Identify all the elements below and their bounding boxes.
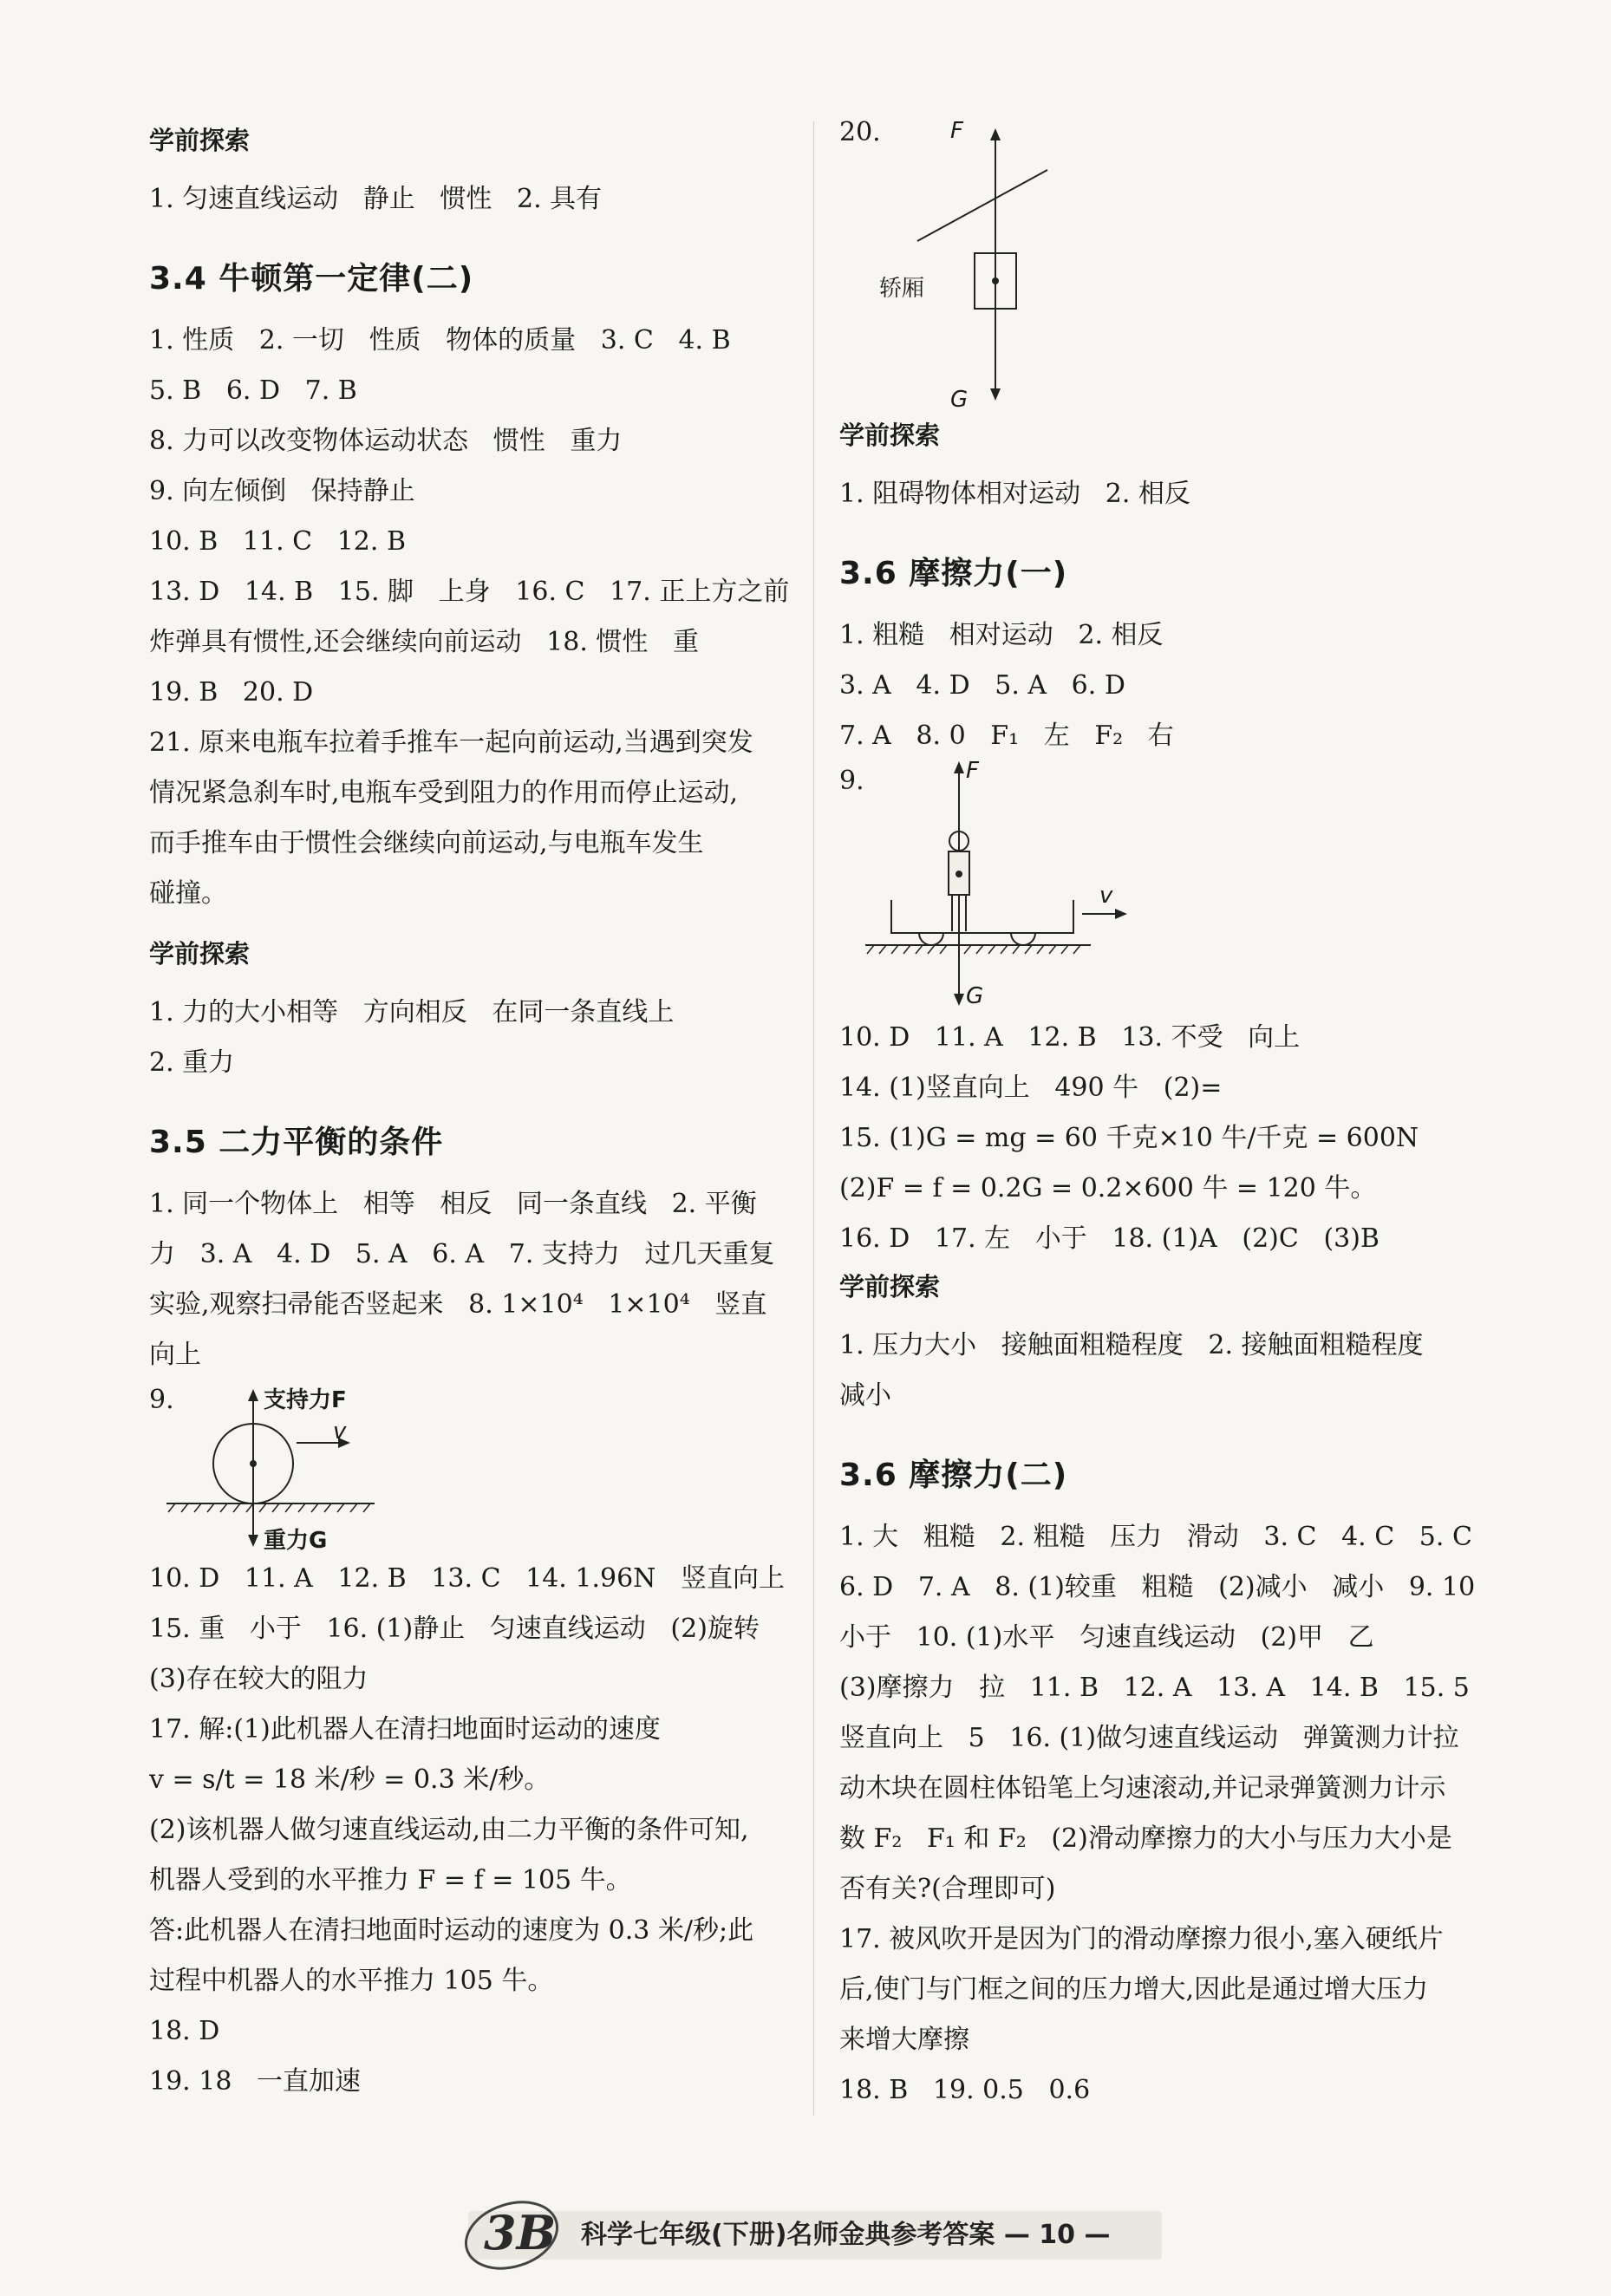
section-title-3-4: 3.4 牛顿第一定律(二) (149, 261, 474, 297)
answer-line: 1. 匀速直线运动 静止 惯性 2. 具有 (149, 184, 603, 214)
pre-study-heading: 学前探索 (149, 126, 251, 155)
tension-label: F (950, 118, 963, 144)
answer-line: 2. 重力 (149, 1047, 235, 1078)
answer-line: 1. 压力大小 接触面粗糙程度 2. 接触面粗糙程度 (839, 1330, 1424, 1360)
answer-line: 后,使门与门框之间的压力增大,因此是通过增大压力 (839, 1974, 1429, 2005)
answer-line: 减小 (839, 1380, 891, 1411)
gravity-label: G (966, 983, 984, 1009)
right-column (839, 117, 1481, 2116)
tension-arrowhead (990, 128, 1001, 140)
answer-line: 8. 力可以改变物体运动状态 惯性 重力 (149, 426, 623, 456)
logo-icon (460, 2187, 564, 2273)
answer-line: 1. 阻碍物体相对运动 2. 相反 (839, 479, 1190, 509)
support-force-label: 支持力F (264, 1387, 347, 1413)
answer-line: 1. 同一个物体上 相等 相反 同一条直线 2. 平衡 (149, 1189, 757, 1219)
answer-line: 实验,观察扫帚能否竖起来 8. 1×10⁴ 1×10⁴ 竖直 (149, 1289, 767, 1320)
answer-line: 竖直向上 5 16. (1)做匀速直线运动 弹簧测力计拉 (839, 1723, 1459, 1753)
column-divider (813, 121, 814, 2116)
figure-person-on-cart (839, 758, 1481, 1013)
cart-wheel (1011, 933, 1035, 945)
footer-text: 科学七年级(下册)名师金典参考答案 — 10 — (581, 2220, 1111, 2250)
answer-line: 向上 (149, 1340, 201, 1370)
answer-line: 19. 18 一直加速 (149, 2066, 362, 2097)
answer-line: 17. 解:(1)此机器人在清扫地面时运动的速度 (149, 1714, 661, 1745)
answer-line: 1. 大 粗糙 2. 粗糙 压力 滑动 3. C 4. C 5. C (839, 1522, 1472, 1552)
cable-line (917, 170, 1047, 241)
publisher-logo (460, 2187, 564, 2273)
answer-line: 5. B 6. D 7. B (149, 375, 357, 406)
answer-line: 10. B 11. C 12. B (149, 526, 407, 557)
answer-line: 3. A 4. D 5. A 6. D (839, 670, 1125, 701)
answer-line: 19. B 20. D (149, 677, 314, 708)
answer-line: (2)该机器人做匀速直线运动,由二力平衡的条件可知, (149, 1815, 749, 1845)
answer-line: 10. D 11. A 12. B 13. 不受 向上 (839, 1022, 1301, 1053)
figure-number: 9. (839, 766, 864, 796)
answer-line: 18. B 19. 0.5 0.6 (839, 2075, 1091, 2105)
section-title-3-5: 3.5 二力平衡的条件 (149, 1125, 444, 1160)
answer-line: 而手推车由于惯性会继续向前运动,与电瓶车发生 (149, 828, 704, 858)
car-center (992, 277, 999, 284)
answer-line: 机器人受到的水平推力 F = f = 105 牛。 (149, 1865, 632, 1895)
answer-line: 数 F₂ F₁ 和 F₂ (2)滑动摩擦力的大小与压力大小是 (839, 1823, 1452, 1854)
force-label: F (966, 758, 979, 784)
page-footer (468, 2211, 1162, 2260)
answer-line: (2)F = f = 0.2G = 0.2×600 牛 = 120 牛。 (839, 1173, 1377, 1203)
answer-line: 17. 被风吹开是因为门的滑动摩擦力很小,塞入硬纸片 (839, 1924, 1444, 1954)
answer-line: 1. 力的大小相等 方向相反 在同一条直线上 (149, 997, 675, 1027)
answer-line: 炸弹具有惯性,还会继续向前运动 18. 惯性 重 (149, 627, 699, 657)
gravity-arrowhead (990, 388, 1001, 401)
figure-number: 20. (839, 117, 881, 147)
answer-line: 力 3. A 4. D 5. A 6. A 7. 支持力 过几天重复 (149, 1239, 775, 1269)
answer-line: 16. D 17. 左 小于 18. (1)A (2)C (3)B (839, 1223, 1379, 1254)
answer-line: 过程中机器人的水平推力 105 牛。 (149, 1966, 554, 1996)
car-label: 轿厢 (879, 276, 925, 302)
answer-line: 21. 原来电瓶车拉着手推车一起向前运动,当遇到突发 (149, 727, 753, 758)
answer-line: 15. 重 小于 16. (1)静止 匀速直线运动 (2)旋转 (149, 1614, 760, 1644)
cart-body (891, 900, 1073, 933)
answer-line: 来增大摩擦 (839, 2025, 969, 2055)
pre-study-heading: 学前探索 (839, 421, 941, 450)
left-column (149, 121, 791, 2107)
figure-number: 9. (149, 1385, 174, 1415)
section-title-3-6-one: 3.6 摩擦力(一) (839, 556, 1068, 591)
elevator-diagram (891, 121, 1117, 416)
answer-line: 10. D 11. A 12. B 13. C 14. 1.96N 竖直向上 (149, 1563, 786, 1594)
pre-study-heading: 学前探索 (839, 1272, 941, 1301)
answer-line: 碰撞。 (149, 878, 227, 909)
answer-line: (3)存在较大的阻力 (149, 1664, 369, 1694)
answer-line: 动木块在圆柱体铅笔上匀速滚动,并记录弹簧测力计示 (839, 1773, 1446, 1804)
figure-wheel-forces (149, 1380, 791, 1554)
section-title-3-6-two: 3.6 摩擦力(二) (839, 1458, 1068, 1493)
answer-line: (3)摩擦力 拉 11. B 12. A 13. A 14. B 15. 5 (839, 1673, 1470, 1703)
ground-hatching (168, 1503, 370, 1512)
cart-wheel (919, 933, 943, 945)
answer-line: 6. D 7. A 8. (1)较重 粗糙 (2)减小 减小 9. 10 (839, 1572, 1476, 1602)
answer-line: 14. (1)竖直向上 490 牛 (2)= (839, 1073, 1223, 1103)
answer-line: 7. A 8. 0 F₁ 左 F₂ 右 (839, 721, 1174, 751)
answer-line: 9. 向左倾倒 保持静止 (149, 476, 415, 506)
pre-study-heading: 学前探索 (149, 939, 251, 969)
gravity-label: G (950, 387, 969, 413)
ground-hatching (867, 945, 1080, 954)
velocity-label: v (1099, 883, 1113, 909)
answer-line: 13. D 14. B 15. 脚 上身 16. C 17. 正上方之前 (149, 577, 790, 607)
answer-line: 1. 粗糙 相对运动 2. 相反 (839, 620, 1164, 650)
gravity-label: 重力G (264, 1528, 328, 1554)
logo-text: 3B (484, 2205, 557, 2260)
answer-line: 情况紧急刹车时,电瓶车受到阻力的作用而停止运动, (149, 778, 739, 808)
answer-line: 18. D (149, 2016, 220, 2046)
figure-elevator-forces (839, 117, 1481, 416)
answer-line: 15. (1)G = mg = 60 千克×10 牛/千克 = 600N (839, 1123, 1419, 1153)
answer-line: 答:此机器人在清扫地面时运动的速度为 0.3 米/秒;此 (149, 1915, 754, 1946)
answer-line: 小于 10. (1)水平 匀速直线运动 (2)甲 乙 (839, 1622, 1374, 1653)
answer-line: 1. 性质 2. 一切 性质 物体的质量 3. C 4. B (149, 325, 731, 355)
velocity-label: v (333, 1419, 347, 1445)
answer-line: 否有关?(合理即可) (839, 1874, 1056, 1904)
formula-line: v = s/t = 18 米/秒 = 0.3 米/秒。 (149, 1764, 551, 1795)
